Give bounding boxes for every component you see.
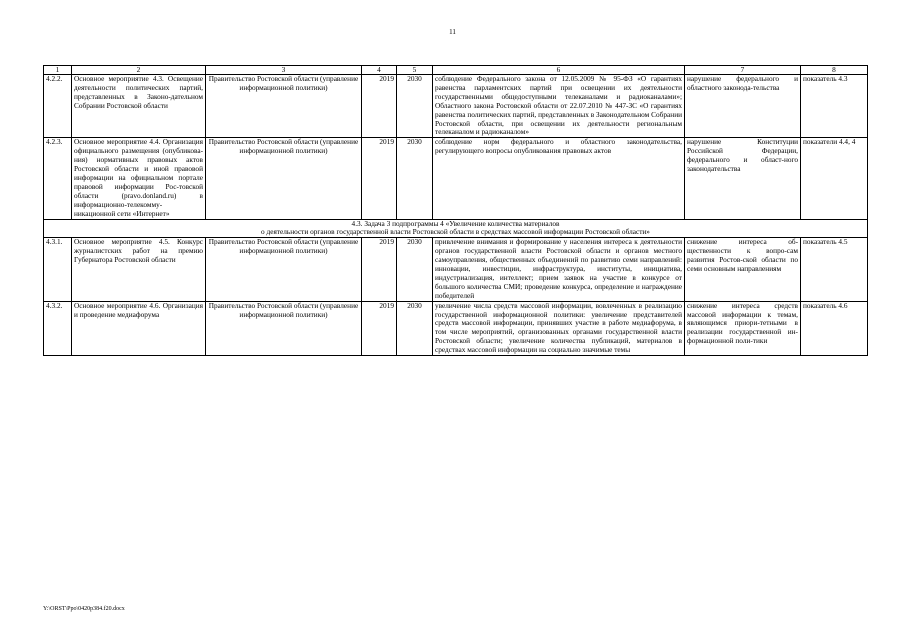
column-number-5: 5 bbox=[397, 66, 433, 75]
measure-name: Основное мероприятие 4.6. Организация и проведение медиафорума bbox=[72, 301, 206, 355]
section-heading bbox=[44, 219, 868, 238]
column-number-7: 7 bbox=[685, 66, 801, 75]
section-heading-line-2: о деятельности органов государственной власти Ростовской области в средствах массовой информации Ростовской области» bbox=[261, 227, 650, 237]
column-number-8: 8 bbox=[801, 66, 868, 75]
consequences: снижение интереса об-щественности к вопро-сам развития Ростов-ской области по семи основным направлениям bbox=[685, 238, 801, 301]
expected-result: увеличение числа средств массовой информации, вовлеченных в реализацию государственной информационной политики: увеличение представителей средств массовой информации, принявших участие в работе медиафорума, в том числе мероприятий, организованных органами государственной власти Ростовской области; увеличение количества публикаций, материалов в средствах массовой информации на социально значимые темы bbox=[433, 301, 685, 355]
measure-name: Основное мероприятие 4.3. Освещение деятельности политических партий, представленных в Законо-дательном Собрании Ростовской области bbox=[72, 75, 206, 138]
end-year: 2030 bbox=[397, 301, 433, 355]
executor: Правительство Ростовской области (управление информационной политики) bbox=[206, 238, 362, 301]
footer-file-path: Y:\ORST\Ppo\0420p384.f20.docx bbox=[43, 606, 125, 612]
indicator-link: показатель 4.3 bbox=[801, 75, 868, 138]
end-year: 2030 bbox=[397, 75, 433, 138]
end-year: 2030 bbox=[397, 138, 433, 219]
start-year: 2019 bbox=[362, 75, 397, 138]
measure-name: Основное мероприятие 4.5. Конкурс журналистских работ на премию Губернатора Ростовской области bbox=[72, 238, 206, 301]
end-year: 2030 bbox=[397, 238, 433, 301]
start-year: 2019 bbox=[362, 138, 397, 219]
start-year: 2019 bbox=[362, 238, 397, 301]
row-number: 4.2.2. bbox=[44, 75, 72, 138]
measures-table bbox=[43, 65, 868, 356]
executor: Правительство Ростовской области (управление информационной политики) bbox=[206, 138, 362, 219]
column-number-row bbox=[44, 66, 868, 75]
indicator-link: показатель 4.5 bbox=[801, 238, 868, 301]
consequences: нарушение Конституции Российской Федерации, федерального и област-ного законодательства bbox=[685, 138, 801, 219]
expected-result: соблюдение норм федерального и областного законодательства, регулирующего вопросы опубликования правовых актов bbox=[433, 138, 685, 219]
column-number-4: 4 bbox=[362, 66, 397, 75]
indicator-link: показатель 4.6 bbox=[801, 301, 868, 355]
page-number: 11 bbox=[449, 28, 456, 36]
row-number: 4.2.3. bbox=[44, 138, 72, 219]
consequences: нарушение федерального и областного законода-тельства bbox=[685, 75, 801, 138]
table-row bbox=[44, 138, 868, 219]
executor: Правительство Ростовской области (управление информационной политики) bbox=[206, 75, 362, 138]
expected-result: привлечение внимания и формирование у населения интереса к деятельности органов государственной власти Ростовской области и органов местного самоуправления, общественных объединений по развитию семи направлений: инновации, инвестиции, инфраструктура, институты, инициатива, индустриализация, интеллект; прием заявок на участие в конкурсе от большого количества СМИ; проведение конкурса, определение и награждение победителей bbox=[433, 238, 685, 301]
table-row bbox=[44, 238, 868, 301]
indicator-link: показатели 4.4, 4 bbox=[801, 138, 868, 219]
start-year: 2019 bbox=[362, 301, 397, 355]
row-number: 4.3.1. bbox=[44, 238, 72, 301]
column-number-2: 2 bbox=[72, 66, 206, 75]
column-number-1: 1 bbox=[44, 66, 72, 75]
consequences: снижение интереса средств массовой информации к темам, являющимся приори-тетными в реализации государственной ин-формационной поли-тики bbox=[685, 301, 801, 355]
executor: Правительство Ростовской области (управление информационной политики) bbox=[206, 301, 362, 355]
row-number: 4.3.2. bbox=[44, 301, 72, 355]
column-number-6: 6 bbox=[433, 66, 685, 75]
table-row bbox=[44, 301, 868, 355]
expected-result: соблюдение Федерального закона от 12.05.2009 № 95-ФЗ «О гарантиях равенства парламентских партий при освещении их деятельности государственными общедоступными телеканалами и радиоканалами»; Областного закона Ростовской области от 22.07.2010 № 447-ЗС «О гарантиях равенства политических партий, представленных в Законодательном Собрании Ростовской области, при освещении их деятельности региональным телеканалом и радиоканалом» bbox=[433, 75, 685, 138]
table-row bbox=[44, 75, 868, 138]
section-heading-line-1: 4.3. Задача 3 подпрограммы 4 «Увеличение количества материалов bbox=[351, 219, 560, 228]
section-heading-row bbox=[44, 219, 868, 238]
column-number-3: 3 bbox=[206, 66, 362, 75]
measure-name: Основное мероприятие 4.4. Организация официального размещения (опубликова-ния) нормативных правовых актов Ростовской области и иной правовой информации на официальном портале правовой информации Рос-товской области (pravo.donland.ru) в информационно-телекомму-никационной сети «Интернет» bbox=[72, 138, 206, 219]
